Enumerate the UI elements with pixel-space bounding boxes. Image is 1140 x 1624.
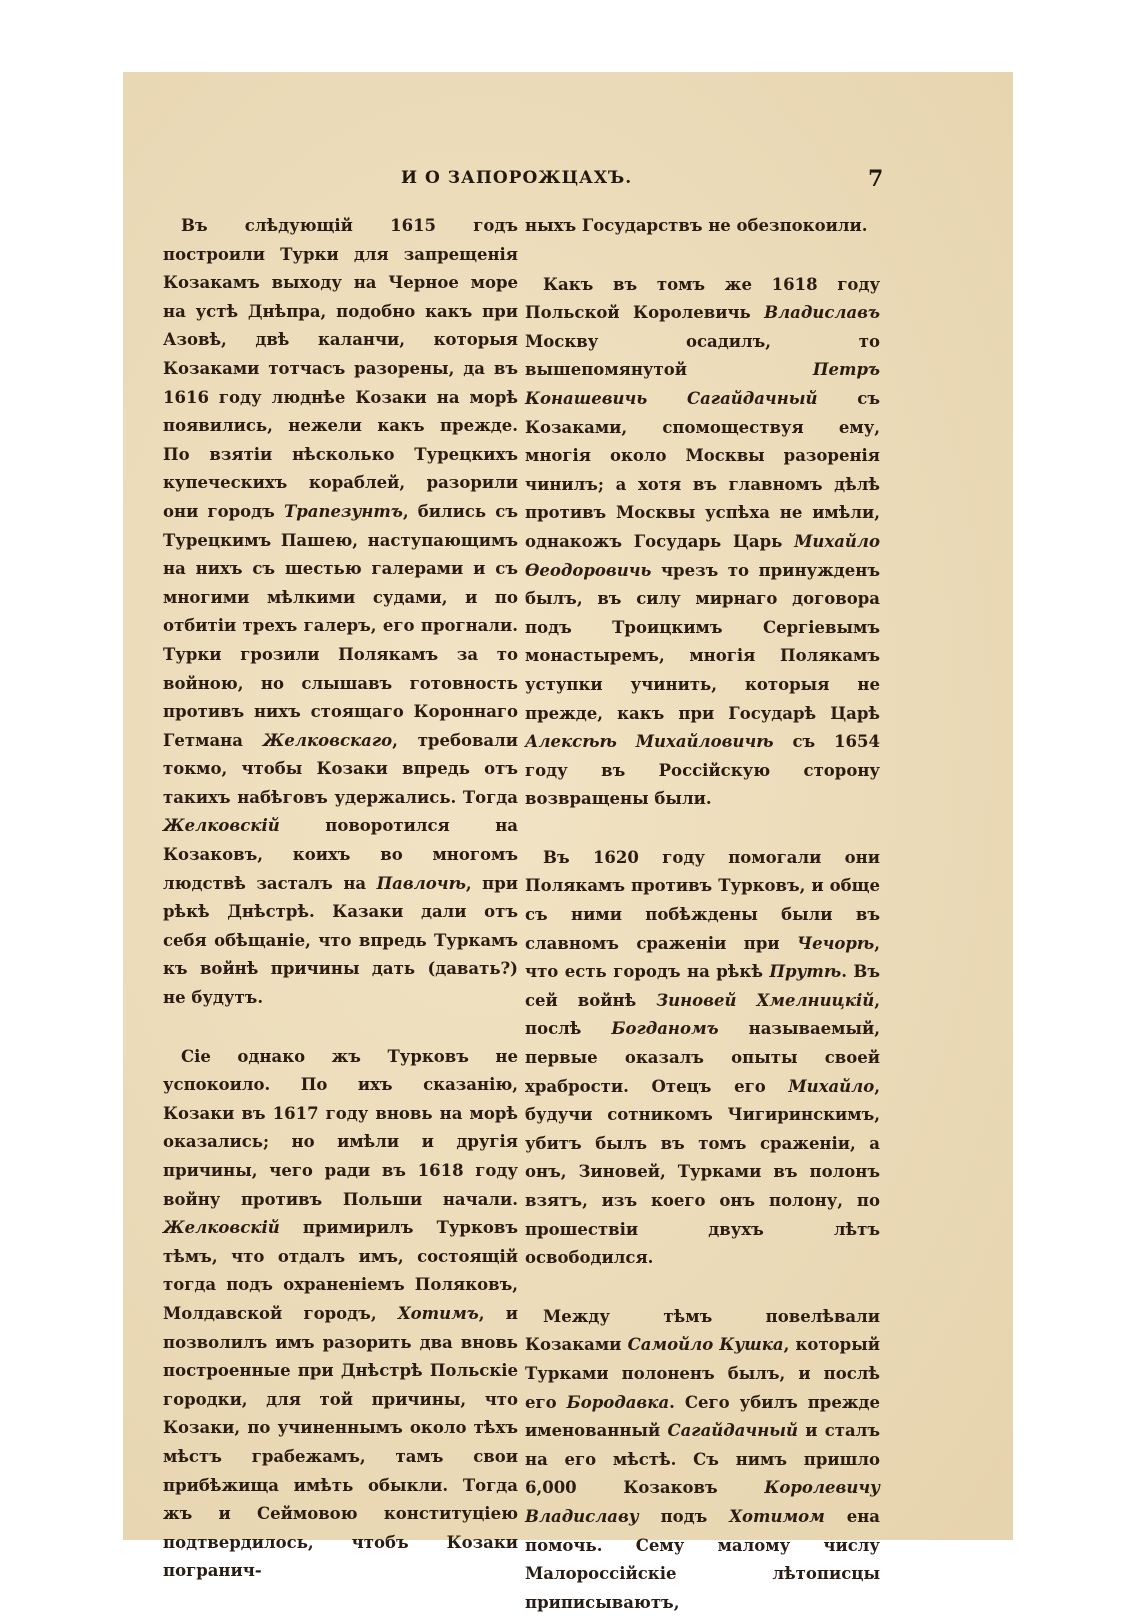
text-run: Сіе однако жъ Турковъ не успокоило. По ихъ сказанію, Козаки въ 1617 году вновь на морѣ оказались; но имѣли и другія причины, чего ради въ 1618 году войну противъ Польши начали. bbox=[163, 1046, 518, 1209]
italic-name: Алексѣѣ Михайловичѣ bbox=[525, 732, 774, 752]
text-run: Въ слѣдующій 1615 годъ построили Турки для запрещенія Козакамъ выходу на Черное море на устѣ Днѣпра, подобно какъ при Азовѣ, двѣ каланчи, которыя Козаками тотчасъ разорены, да въ 1616 году люднѣе Козаки на морѣ появились, нежели какъ прежде. По взятіи нѣсколько Турецкихъ купеческихъ кораблей, разорили они городъ bbox=[163, 216, 518, 521]
italic-name: Желковскій bbox=[163, 1218, 280, 1238]
paragraph-continuation bbox=[525, 212, 880, 241]
text-run: Въ 1620 году помогали они Полякамъ противъ Турковъ, и обще съ ними побѣждены были въ славномъ сраженіи при bbox=[525, 847, 880, 953]
text-run: Москву осадилъ, то вышепомянутой bbox=[525, 331, 880, 380]
page-header bbox=[123, 168, 1013, 198]
text-run: , требовали токмо, чтобы Козаки впредь отъ такихъ набѣговъ удержались. Тогда bbox=[163, 730, 518, 807]
paragraph bbox=[525, 1303, 880, 1618]
book-page bbox=[123, 72, 1013, 1612]
italic-name: Хотимом bbox=[729, 1506, 825, 1526]
text-run: , что есть городъ на рѣкѣ bbox=[525, 933, 880, 982]
paragraph bbox=[525, 271, 880, 814]
text-run: съ 1654 году въ Россійскую сторону возвращены были. bbox=[525, 732, 880, 809]
italic-name: Чечорѣ bbox=[797, 933, 875, 953]
text-run: . Въ сей войнѣ bbox=[525, 962, 881, 1010]
text-run: , который Турками полоненъ былъ, и послѣ его bbox=[525, 1335, 880, 1412]
paragraph bbox=[163, 212, 518, 1013]
right-column bbox=[525, 212, 880, 1617]
text-run: ныхъ Государствъ не обезпокоили. bbox=[525, 216, 868, 235]
italic-name: Самойло Кушка bbox=[627, 1335, 784, 1355]
italic-name: Зиновей Хмелницкій bbox=[656, 990, 875, 1010]
text-run: называемый, первые оказалъ опыты своей храбрости. Отецъ его bbox=[525, 1019, 881, 1096]
italic-name: Петръ Конашевичь Сагайдачный bbox=[525, 360, 880, 408]
italic-name: Трапезунтъ bbox=[283, 501, 403, 521]
italic-name: Михайло bbox=[788, 1076, 875, 1096]
text-run: примирилъ Турковъ тѣмъ, что отдалъ имъ, состоящій тогда подъ охраненіемъ Поляковъ, Молдавской городъ, bbox=[163, 1218, 518, 1323]
paragraph bbox=[525, 844, 880, 1273]
text-run: подъ bbox=[638, 1506, 730, 1526]
text-run: , послѣ bbox=[525, 990, 880, 1039]
italic-name: Королевичу Владиславу bbox=[525, 1478, 880, 1526]
text-run: Между тѣмъ повелѣвали Козаками bbox=[525, 1306, 880, 1355]
italic-name: Хотимъ bbox=[397, 1303, 479, 1323]
italic-name: Владиславъ bbox=[764, 303, 880, 323]
paragraph bbox=[163, 1043, 518, 1586]
italic-name: Бородавка bbox=[566, 1392, 670, 1412]
text-run: чрезъ то принужденъ былъ, въ силу мирнаго договора подъ Троицкимъ Сергіевымъ монастыремъ, многія Полякамъ уступки учинить, которыя не прежде, какъ при Государѣ Царѣ bbox=[525, 560, 880, 723]
text-run: ена помочь. Сему малому числу Малороссійскіе лѣтописцы приписываютъ, bbox=[525, 1506, 880, 1612]
page-number: 7 bbox=[868, 166, 884, 192]
text-run: , бились съ Турецкимъ Пашею, наступающимъ на нихъ съ шестью галерами и съ многими мѣлкими судами, и по отбитіи трехъ галеръ, его прогнали. Турки грозили Полякамъ за то войною, но слышавъ готовность противъ нихъ стоящаго Короннаго Гетмана bbox=[163, 501, 518, 750]
italic-name: Желковскаго bbox=[262, 730, 393, 750]
text-run: и сталъ на его мѣстѣ. Съ нимъ пришло 6,000 Козаковъ bbox=[525, 1421, 880, 1498]
text-run: , при рѣкѣ Днѣстрѣ. Казаки дали отъ себя обѣщаніе, что впредь Туркамъ къ войнѣ причины дать (давать?) не будутъ. bbox=[163, 873, 518, 1008]
italic-name: Богданомъ bbox=[611, 1019, 719, 1039]
left-column bbox=[163, 212, 518, 1586]
italic-name: Желковскій bbox=[163, 816, 280, 836]
text-run: съ Козаками, спомоществуя ему, многія около Москвы разоренія чинилъ; а хотя въ главномъ дѣлѣ противъ Москвы успѣха не имѣли, однакожъ Государь Царь bbox=[525, 388, 880, 551]
italic-name: Прутѣ bbox=[769, 962, 842, 982]
italic-name: Павлочѣ bbox=[376, 873, 466, 893]
running-title: И О ЗАПОРОЖЦАХЪ. bbox=[401, 168, 633, 188]
italic-name: Сагайдачный bbox=[667, 1421, 799, 1441]
italic-name: Михайло Ѳеодоровичь bbox=[525, 531, 880, 580]
text-run: поворотился на Козаковъ, коихъ во многомъ людствѣ засталъ на bbox=[163, 816, 518, 893]
text-run: , и позволилъ имъ разорить два вновь построенные при Днѣстрѣ Польскіе городки, для той причины, что Козаки, по учиненнымъ около тѣхъ мѣстъ грабежамъ, тамъ свои прибѣжища имѣть обыкли. Тогда жъ и Сеймовою конституціею подтвердилось, чтобъ Козаки погранич- bbox=[163, 1303, 518, 1581]
text-run: . Сего убилъ прежде именованный bbox=[525, 1392, 881, 1441]
text-run: Какъ въ томъ же 1618 году Польской Королевичь bbox=[525, 274, 880, 323]
text-run: , будучи сотникомъ Чигиринскимъ, убитъ былъ въ томъ сраженіи, а онъ, Зиновей, Турками въ полонъ взятъ, изъ коего онъ полону, по прошествіи двухъ лѣтъ освободился. bbox=[525, 1076, 880, 1268]
